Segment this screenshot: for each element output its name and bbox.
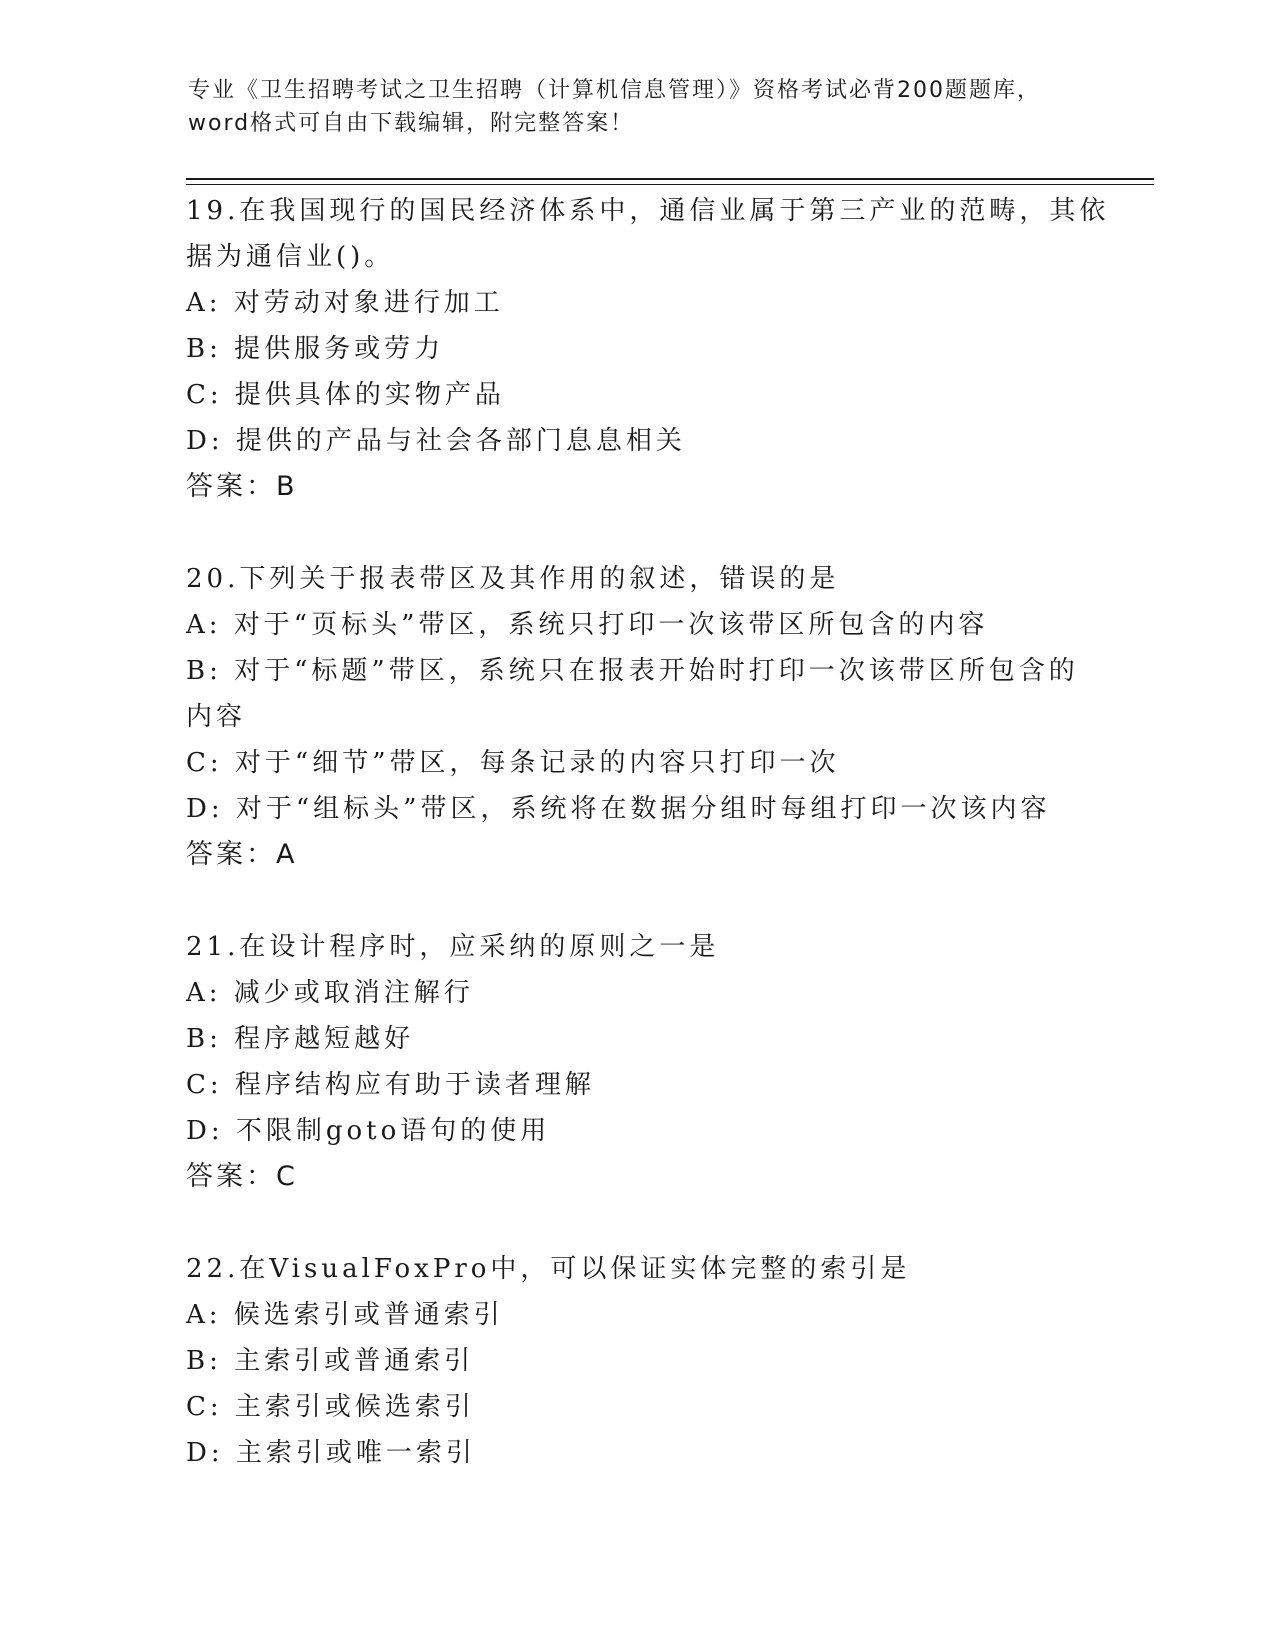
question-stem: 20.下列关于报表带区及其作用的叙述，错误的是 [186,564,840,594]
option-b: B: 对于“标题”带区，系统只在报表开始时打印一次该带区所包含的 [186,656,1079,686]
option-a: A: 候选索引或普通索引 [186,1300,504,1330]
question-22 [186,1246,1086,1476]
option-c: C: 提供具体的实物产品 [186,380,505,410]
option-b: B: 主索引或普通索引 [186,1346,475,1376]
option-c: C: 程序结构应有助于读者理解 [186,1070,595,1100]
header-divider-thick [186,178,1154,180]
question-21 [186,924,1086,1200]
option-a: A: 减少或取消注解行 [186,978,474,1008]
option-d: D: 不限制goto语句的使用 [186,1116,551,1146]
answer-line: 答案：C [186,1161,298,1192]
question-19 [186,188,1110,510]
question-list [186,188,1110,1522]
option-a: A: 对劳动对象进行加工 [186,288,504,318]
question-stem-continued: 据为通信业()。 [186,242,395,272]
option-b-continued: 内容 [186,702,247,732]
option-a: A: 对于“页标头”带区，系统只打印一次该带区所包含的内容 [186,610,989,640]
option-c: C: 主索引或候选索引 [186,1392,475,1422]
header-line-1: 专业《卫生招聘考试之卫生招聘（计算机信息管理）》资格考试必背200题题库， [188,78,1041,103]
option-b: B: 提供服务或劳力 [186,334,445,364]
document-header [188,74,1088,140]
option-b: B: 程序越短越好 [186,1024,415,1054]
question-stem: 22.在VisualFoxPro中，可以保证实体完整的索引是 [186,1254,911,1284]
question-20 [186,556,1086,878]
option-d: D: 主索引或唯一索引 [186,1438,476,1468]
option-d: D: 对于“组标头”带区，系统将在数据分组时每组打印一次该内容 [186,794,1051,824]
question-stem: 21.在设计程序时，应采纳的原则之一是 [186,932,720,962]
header-divider-thin [186,184,1154,185]
answer-line: 答案：B [186,471,298,502]
question-stem: 19.在我国现行的国民经济体系中，通信业属于第三产业的范畴，其依 [186,196,1110,226]
option-c: C: 对于“细节”带区，每条记录的内容只打印一次 [186,748,840,778]
answer-line: 答案：A [186,839,298,870]
option-d: D: 提供的产品与社会各部门息息相关 [186,426,686,456]
header-line-2: word格式可自由下载编辑，附完整答案！ [188,111,635,136]
